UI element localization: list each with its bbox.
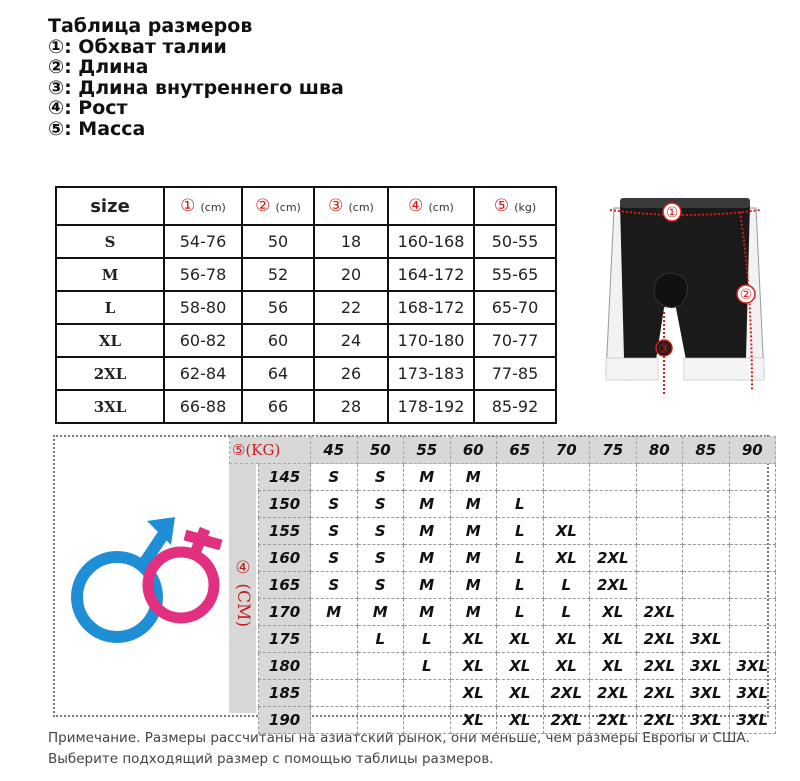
column-mark: ④ (408, 196, 424, 216)
height-value: 175 (259, 626, 311, 653)
size-row (56, 225, 556, 258)
weight-header: 85 (683, 437, 730, 464)
size-cell: XL (450, 626, 497, 653)
size-cell: S (311, 518, 358, 545)
weight-header: 75 (590, 437, 637, 464)
size-row (56, 258, 556, 291)
weight-header-row (230, 437, 776, 464)
size-label: XL (56, 324, 164, 357)
column-header-weight (474, 187, 556, 225)
size-cell: XL (450, 707, 497, 734)
size-cell: L (497, 572, 544, 599)
height-value: 160 (259, 545, 311, 572)
height-row (230, 626, 776, 653)
legend-item-inseam: ③: Длина внутреннего шва (48, 76, 344, 99)
size-cell: M (404, 464, 451, 491)
size-cell: M (450, 572, 497, 599)
note-line-1: Примечание. Размеры рассчитаны на азиатский рынок, они меньше, чем размеры Европы и США. (48, 730, 750, 746)
axis-band-cell (230, 599, 259, 626)
size-cell: 2XL (590, 545, 637, 572)
height-value: 190 (259, 707, 311, 734)
column-unit: (cm) (428, 201, 454, 214)
size-value: 64 (242, 357, 314, 390)
note-line-2: Выберите подходящий размер с помощью таблицы размеров. (48, 751, 494, 767)
height-axis-label: ④ (CM) (233, 558, 253, 628)
height-value: 155 (259, 518, 311, 545)
size-cell (683, 599, 730, 626)
size-cell (497, 464, 544, 491)
axis-band-cell (230, 626, 259, 653)
shorts-diagram (600, 190, 770, 405)
size-value: 60-82 (164, 324, 242, 357)
size-value: 66 (242, 390, 314, 423)
size-cell: L (543, 572, 590, 599)
size-cell: S (311, 572, 358, 599)
size-value: 58-80 (164, 291, 242, 324)
size-value: 55-65 (474, 258, 556, 291)
size-value: 62-84 (164, 357, 242, 390)
weight-axis-label: ⑤(KG) (230, 437, 311, 464)
size-cell: 3XL (729, 680, 776, 707)
size-cell: L (543, 599, 590, 626)
size-value: 173-183 (388, 357, 474, 390)
column-header-height (388, 187, 474, 225)
size-value: 22 (314, 291, 388, 324)
size-cell: XL (497, 680, 544, 707)
height-value: 150 (259, 491, 311, 518)
size-cell: L (357, 626, 404, 653)
size-cell: M (404, 491, 451, 518)
size-label: 3XL (56, 390, 164, 423)
height-row (230, 491, 776, 518)
size-cell (683, 464, 730, 491)
size-value: 65-70 (474, 291, 556, 324)
size-cell: M (450, 599, 497, 626)
size-cell (729, 626, 776, 653)
size-cell (683, 491, 730, 518)
size-cell (590, 464, 637, 491)
size-cell: 2XL (590, 680, 637, 707)
size-cell: M (404, 545, 451, 572)
height-row (230, 545, 776, 572)
size-row (56, 390, 556, 423)
size-cell: M (450, 545, 497, 572)
height-value: 170 (259, 599, 311, 626)
size-value: 70-77 (474, 324, 556, 357)
size-cell: 3XL (683, 707, 730, 734)
size-cell (729, 545, 776, 572)
size-cell: 2XL (590, 707, 637, 734)
size-cell: L (497, 599, 544, 626)
size-cell (311, 626, 358, 653)
weight-header: 70 (543, 437, 590, 464)
size-cell: L (404, 626, 451, 653)
size-value: 66-88 (164, 390, 242, 423)
size-label: M (56, 258, 164, 291)
size-value: 77-85 (474, 357, 556, 390)
size-cell: 2XL (636, 599, 683, 626)
size-cell (636, 572, 683, 599)
size-cell (729, 572, 776, 599)
size-cell: M (404, 599, 451, 626)
size-cell: 3XL (683, 680, 730, 707)
size-cell (683, 572, 730, 599)
size-cell: XL (543, 653, 590, 680)
weight-header: 50 (357, 437, 404, 464)
column-mark: ⑤ (493, 196, 510, 216)
weight-header: 60 (450, 437, 497, 464)
chamois-pad (654, 273, 688, 308)
size-value: 160-168 (388, 225, 474, 258)
column-mark: ① (180, 196, 196, 216)
inseam-measure-label: ③ (658, 342, 670, 357)
column-unit: (kg) (514, 201, 537, 214)
column-header-length (242, 187, 314, 225)
size-cell: 2XL (543, 680, 590, 707)
male-icon (77, 517, 175, 637)
height-value: 180 (259, 653, 311, 680)
waistband (620, 198, 750, 208)
size-value: 54-76 (164, 225, 242, 258)
size-cell (636, 518, 683, 545)
height-weight-table (229, 436, 776, 734)
size-cell: XL (497, 653, 544, 680)
size-value: 20 (314, 258, 388, 291)
size-cell: XL (543, 626, 590, 653)
size-cell: XL (450, 680, 497, 707)
size-cell: M (450, 491, 497, 518)
size-cell: S (311, 464, 358, 491)
height-row (230, 572, 776, 599)
size-cell (683, 518, 730, 545)
column-mark: ③ (328, 196, 344, 216)
size-cell: S (311, 491, 358, 518)
size-cell (636, 491, 683, 518)
size-value: 50 (242, 225, 314, 258)
size-cell: L (497, 518, 544, 545)
column-mark: ② (255, 196, 271, 216)
length-measure-label: ② (739, 287, 753, 303)
size-cell: M (450, 464, 497, 491)
size-cell: M (404, 572, 451, 599)
weight-header: 45 (311, 437, 358, 464)
size-cell: 3XL (729, 707, 776, 734)
size-cell (590, 491, 637, 518)
size-cell: 2XL (636, 707, 683, 734)
size-cell: S (311, 545, 358, 572)
weight-header: 55 (404, 437, 451, 464)
size-cell (729, 464, 776, 491)
size-value: 168-172 (388, 291, 474, 324)
height-value: 145 (259, 464, 311, 491)
size-column-header: size (56, 187, 164, 225)
size-label: S (56, 225, 164, 258)
size-cell: XL (543, 545, 590, 572)
size-value: 56-78 (164, 258, 242, 291)
height-value: 185 (259, 680, 311, 707)
size-cell: L (404, 653, 451, 680)
size-value: 170-180 (388, 324, 474, 357)
size-guide-header (48, 16, 468, 139)
size-cell (357, 680, 404, 707)
size-cell: 2XL (636, 653, 683, 680)
size-cell: XL (590, 599, 637, 626)
size-cell: S (357, 572, 404, 599)
size-cell: XL (590, 626, 637, 653)
size-row (56, 324, 556, 357)
size-value: 24 (314, 324, 388, 357)
gender-symbols (55, 437, 227, 715)
size-cell: 2XL (543, 707, 590, 734)
size-cell: L (497, 545, 544, 572)
size-cell (683, 545, 730, 572)
column-unit: (cm) (200, 201, 226, 214)
size-cell (543, 464, 590, 491)
size-cell: M (450, 518, 497, 545)
size-cell (543, 491, 590, 518)
column-header-waist (164, 187, 242, 225)
size-cell: M (311, 599, 358, 626)
size-cell: XL (543, 518, 590, 545)
size-value: 164-172 (388, 258, 474, 291)
page-title: Таблица размеров (48, 15, 253, 37)
size-row (56, 357, 556, 390)
size-value: 28 (314, 390, 388, 423)
weight-header: 65 (497, 437, 544, 464)
size-value: 26 (314, 357, 388, 390)
size-value: 56 (242, 291, 314, 324)
size-cell: XL (497, 626, 544, 653)
weight-header: 90 (729, 437, 776, 464)
size-cell: S (357, 464, 404, 491)
size-cell: 3XL (729, 653, 776, 680)
waist-measure-label: ① (665, 205, 679, 221)
size-cell (729, 599, 776, 626)
size-cell: M (357, 599, 404, 626)
height-row (230, 680, 776, 707)
axis-band-cell (230, 491, 259, 518)
legend-item-height: ④: Рост (48, 97, 128, 119)
size-cell: 2XL (636, 680, 683, 707)
size-value: 85-92 (474, 390, 556, 423)
sizing-note (48, 728, 768, 770)
size-cell: L (497, 491, 544, 518)
size-cell (729, 518, 776, 545)
size-cell: 3XL (683, 653, 730, 680)
size-value: 50-55 (474, 225, 556, 258)
size-table (55, 186, 557, 424)
size-cell: S (357, 491, 404, 518)
size-cell: XL (497, 707, 544, 734)
size-value: 18 (314, 225, 388, 258)
axis-band-cell (230, 572, 259, 599)
size-cell (729, 491, 776, 518)
legend-item-length: ②: Длина (48, 56, 149, 78)
axis-band-cell (230, 680, 259, 707)
legend-item-waist: ①: Обхват талии (48, 35, 227, 58)
height-row (230, 464, 776, 491)
left-cuff (606, 358, 658, 380)
size-cell: M (404, 518, 451, 545)
size-table-header (56, 187, 556, 225)
height-value: 165 (259, 572, 311, 599)
size-row (56, 291, 556, 324)
height-row (230, 599, 776, 626)
size-cell: S (357, 545, 404, 572)
size-cell: 3XL (683, 626, 730, 653)
size-value: 60 (242, 324, 314, 357)
column-header-inseam (314, 187, 388, 225)
size-cell (590, 518, 637, 545)
weight-header: 80 (636, 437, 683, 464)
size-cell (404, 680, 451, 707)
size-cell: XL (450, 653, 497, 680)
height-row (230, 518, 776, 545)
size-label: 2XL (56, 357, 164, 390)
column-unit: (cm) (348, 201, 374, 214)
axis-band-cell (230, 545, 259, 572)
size-value: 178-192 (388, 390, 474, 423)
size-label: L (56, 291, 164, 324)
size-cell (311, 653, 358, 680)
axis-band-cell (230, 464, 259, 491)
height-row (230, 653, 776, 680)
size-value: 52 (242, 258, 314, 291)
axis-band-cell (230, 518, 259, 545)
size-cell (357, 653, 404, 680)
legend-item-weight: ⑤: Масса (48, 117, 146, 140)
column-unit: (cm) (275, 201, 301, 214)
size-cell (636, 464, 683, 491)
size-cell: S (357, 518, 404, 545)
size-cell: 2XL (636, 626, 683, 653)
size-cell (311, 680, 358, 707)
axis-band-cell (230, 653, 259, 680)
size-cell: 2XL (590, 572, 637, 599)
size-cell (636, 545, 683, 572)
size-cell: XL (590, 653, 637, 680)
